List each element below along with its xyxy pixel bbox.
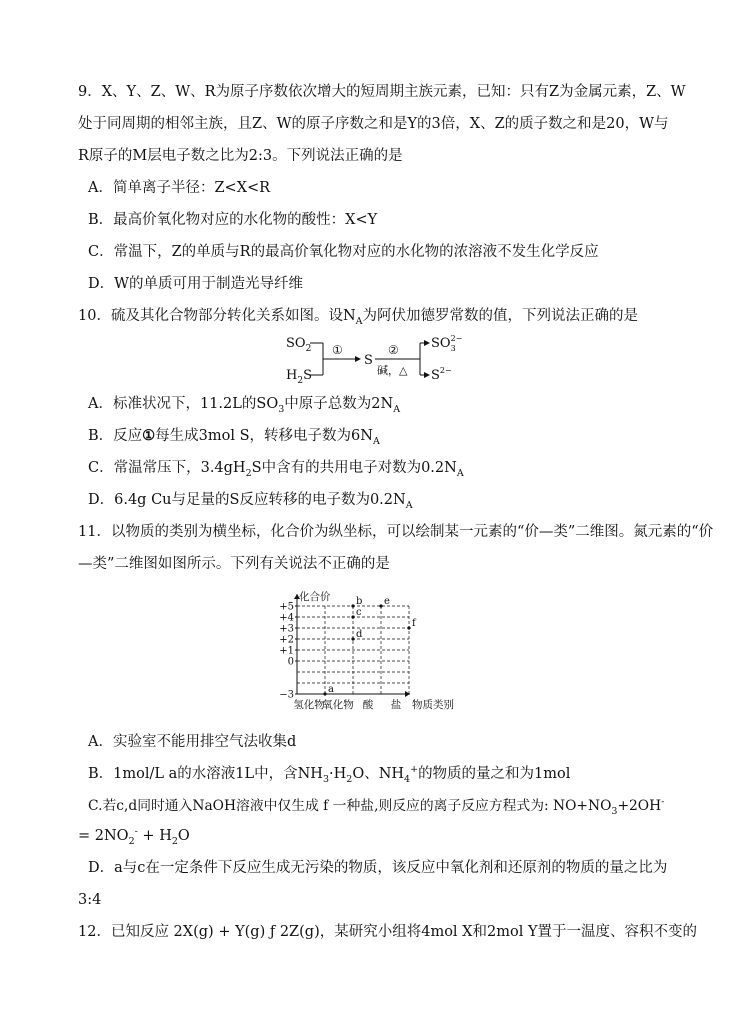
point-e — [379, 604, 382, 607]
q9-option-d: D．W的单质可用于制造光导纤维 — [88, 276, 304, 292]
y-tick-label: +5 — [279, 601, 294, 613]
q11-option-a: A．实验室不能用排空气法收集d — [88, 734, 297, 750]
q11-option-b: B．1mol/L a的水溶液1L中，含$NH_3\cdot H_2O$、$NH_4^+$的物质的量之和为1mol — [88, 764, 571, 785]
q11-stem-line2: —类”二维图如图所示。下列有关说法不正确的是 — [78, 556, 390, 572]
point-label-c: c — [356, 607, 362, 618]
q11-stem-line1: 11．以物质的类别为横坐标，化合价为纵坐标，可以绘制某一元素的“价—类”二维图。氮元素的“价 — [78, 524, 714, 540]
x-axis-label: 物质类别 — [412, 699, 454, 711]
point-label-b: b — [356, 596, 363, 607]
q10-option-a: A．标准状况下，11.2L的$SO_3$中原子总数为$2N_A$ — [88, 396, 401, 415]
step1-label: ① — [332, 343, 343, 357]
point-label-e: e — [384, 596, 390, 607]
q10-stem: 10．硫及其化合物部分转化关系如图。设$N_A$为阿伏加德罗常数的值，下列说法正确的是 — [78, 308, 639, 327]
q9-option-a: A．简单离子半径：Z<X<R — [88, 180, 271, 196]
y-tick-label: +4 — [279, 612, 294, 624]
q10-option-d: D．6.4g Cu与足量的S反应转移的电子数为$0.2N_A$ — [88, 492, 413, 511]
q11-option-d-line2: 3:4 — [78, 892, 102, 908]
q11-option-c-line1: C.若c,d同时通入NaOH溶液中仅生成 f 一种盐,则反应的离子反应方程式为: $NO+NO_3+2OH^-$ — [88, 796, 665, 817]
x-category-label: 盐 — [390, 699, 402, 711]
q9-stem-line3: R原子的M层电子数之比为2:3。下列说法正确的是 — [78, 148, 403, 164]
q11-option-c-line2: = $2NO_2^- + H_2O$ — [78, 826, 190, 847]
q9-stem-line2: 处于同周期的相邻主族，且Z、W的原子序数之和是Y的3倍，X、Z的质子数之和是20，W与 — [78, 116, 669, 132]
x-category-label: 氢化物 — [293, 699, 325, 711]
q11-option-d-line1: D．a与c在一定条件下反应生成无污染的物质，该反应中氧化剂和还原剂的物质的量之比为 — [88, 860, 668, 876]
q9-option-b: B．最高价氧化物对应的水化物的酸性：X<Y — [88, 212, 378, 228]
y-tick-label: −3 — [279, 689, 294, 701]
q10-option-c: C．常温常压下，$3.4gH_2S$中含有的共用电子对数为$0.2N_A$ — [88, 460, 464, 479]
sulfur-conversion-diagram — [280, 330, 470, 386]
sulfite-label: $SO_32-$ — [431, 334, 463, 353]
q9-option-c: C．常温下，Z的单质与R的最高价氧化物对应的水化物的浓溶液不发生化学反应 — [88, 244, 599, 260]
nitrogen-valence-class-chart — [272, 586, 487, 714]
point-a — [323, 692, 326, 695]
y-tick-label: 0 — [287, 656, 294, 668]
point-label-d: d — [356, 629, 363, 640]
x-category-label: 酸 — [362, 699, 374, 711]
q9-stem-line1: 9．X、Y、Z、W、R为原子序数依次增大的短周期主族元素，已知：只有Z为金属元素，Z、W — [78, 84, 686, 100]
y-tick-label: +1 — [279, 645, 294, 657]
point-f — [407, 626, 410, 629]
point-c — [351, 615, 354, 618]
point-label-a: a — [328, 684, 334, 695]
point-b — [351, 604, 354, 607]
x-category-label: 氧化物 — [322, 699, 354, 711]
s-label: S — [364, 353, 373, 368]
point-d — [351, 637, 354, 640]
y-tick-label: +2 — [279, 634, 294, 646]
sulfide-label: $S^{2-}$ — [431, 366, 452, 383]
h2s-label: $H_2S$ — [286, 368, 312, 386]
q10-option-b: B．反应①每生成3mol S，转移电子数为$6N_A$ — [88, 427, 380, 447]
point-label-f: f — [412, 618, 416, 629]
y-axis-label: 化合价 — [299, 591, 331, 603]
so2-label: $SO_2$ — [286, 336, 312, 354]
y-tick-label: +3 — [279, 623, 294, 635]
condition-label: 碱，△ — [377, 364, 408, 377]
q12-stem-line1: 12．已知反应 2X(g) + Y(g) ƒ 2Z(g)，某研究小组将4mol X和2mol Y置于一温度、容积不变的 — [78, 924, 698, 940]
step2-label: ② — [388, 343, 399, 357]
